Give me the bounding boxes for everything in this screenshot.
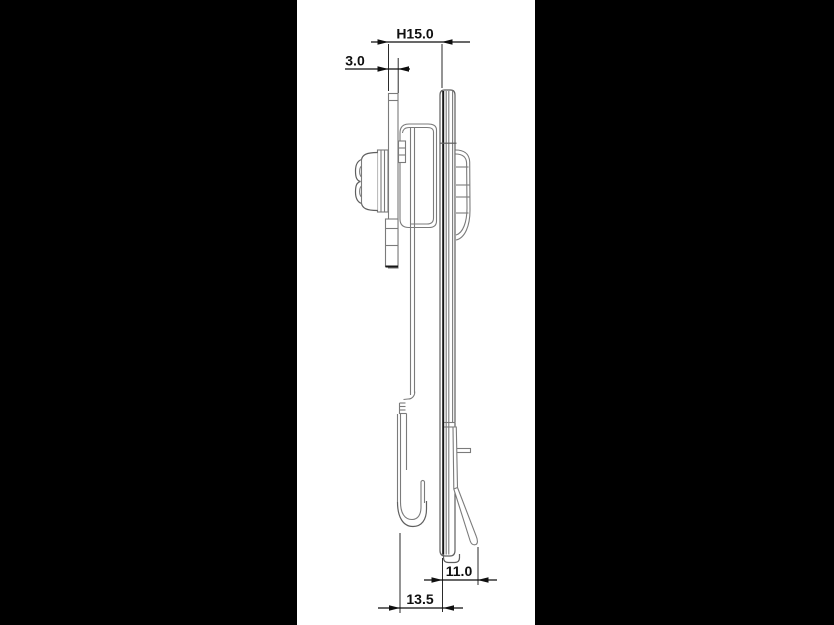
dimension-h15 <box>371 26 470 92</box>
clamp-jaw <box>399 141 406 163</box>
bottom-hook <box>398 480 427 526</box>
dimension-plate-thickness <box>345 53 410 94</box>
technical-drawing-svg <box>297 0 535 625</box>
mounting-knob <box>356 150 389 212</box>
dim-label-lower-depth: 11.0 <box>445 563 473 579</box>
mount-bracket <box>400 124 437 228</box>
dimension-lower-depth <box>424 547 497 612</box>
dim-label-bottom-depth: 13.5 <box>406 591 434 607</box>
dim-label-plate-thickness: 3.0 <box>345 52 365 69</box>
support-arm <box>404 228 415 400</box>
lower-rail <box>398 403 407 502</box>
dim-label-top-width: H15.0 <box>396 25 434 42</box>
rear-tab <box>456 449 471 453</box>
rear-bump <box>456 150 471 240</box>
drawing-sheet <box>297 0 535 625</box>
kickstand-flap <box>453 427 477 545</box>
